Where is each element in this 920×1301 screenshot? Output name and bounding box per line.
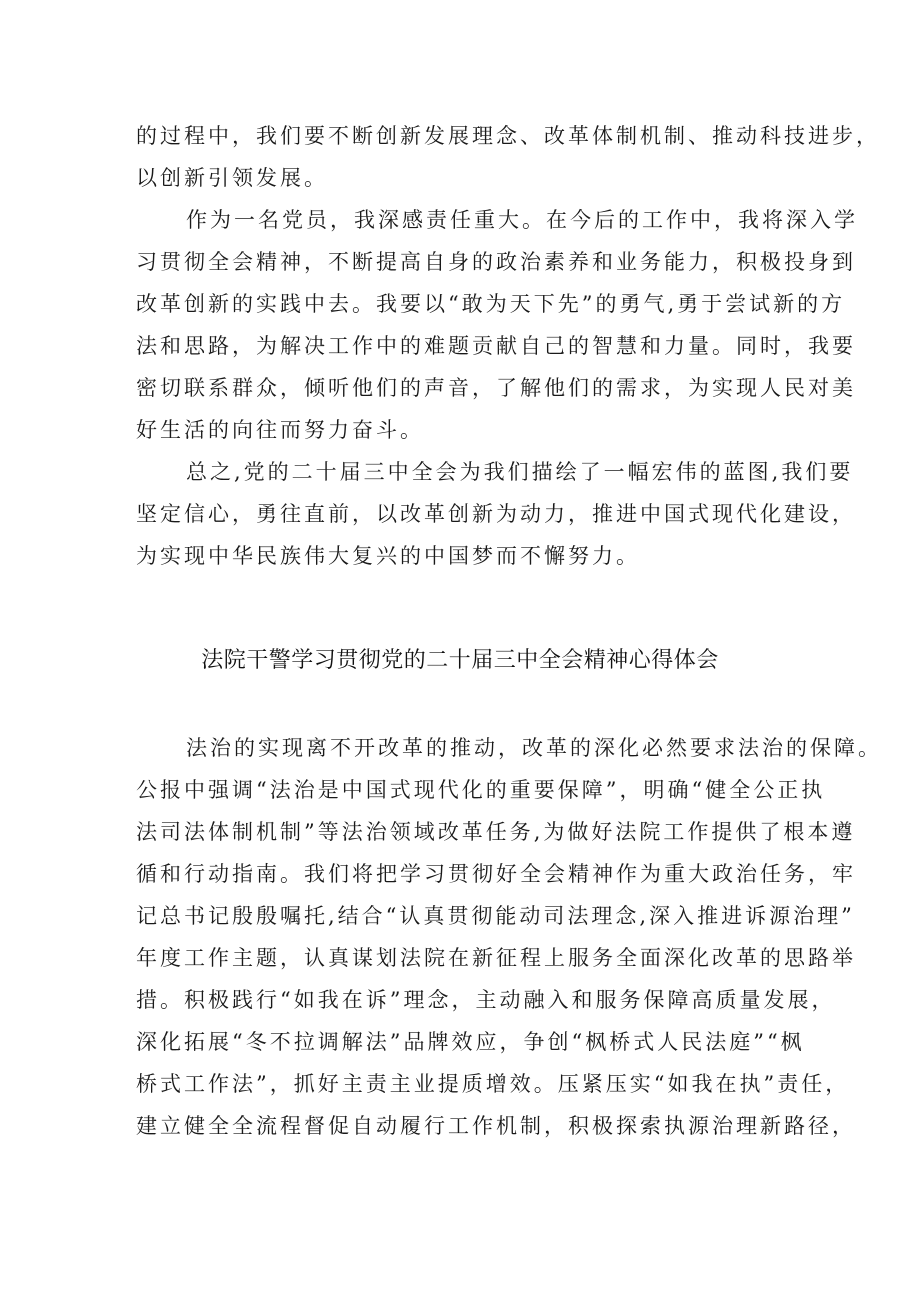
paragraph-line: 的过程中，我们要不断创新发展理念、改革体制机制、推动科技进步， <box>136 124 880 148</box>
paragraph-line: 循和行动指南。我们将把学习贯彻好全会精神作为重大政治任务，牢 <box>136 862 856 886</box>
paragraph-line: 坚定信心，勇往直前，以改革创新为动力，推进中国式现代化建设， <box>136 502 856 526</box>
paragraph-line: 公报中强调“法治是中国式现代化的重要保障”，明确“健全公正执 <box>136 778 826 802</box>
paragraph-line: 密切联系群众，倾听他们的声音，了解他们的需求，为实现人民对美 <box>136 376 856 400</box>
paragraph-line: 桥式工作法”，抓好主责主业提质增效。压紧压实“如我在执”责任， <box>136 1072 850 1096</box>
paragraph-line: 法和思路，为解决工作中的难题贡献自己的智慧和力量。同时，我要 <box>136 334 856 358</box>
paragraph-line: 深化拓展“冬不拉调解法”品牌效应，争创“枫桥式人民法庭”“枫 <box>136 1030 805 1054</box>
paragraph-line: 记总书记殷殷嘱托,结合“认真贯彻能动司法理念,深入推进诉源治理” <box>136 904 855 928</box>
paragraph-line: 总之,党的二十届三中全会为我们描绘了一幅宏伟的蓝图,我们要 <box>186 460 854 484</box>
paragraph-line: 措。积极践行“如我在诉”理念，主动融入和服务保障高质量发展， <box>136 988 836 1012</box>
article-title: 法院干警学习贯彻党的二十届三中全会精神心得体会 <box>201 648 719 673</box>
paragraph-line: 习贯彻全会精神，不断提高自身的政治素养和业务能力，积极投身到 <box>136 250 856 274</box>
paragraph-line: 以创新引领发展。 <box>136 166 328 190</box>
paragraph-line: 为实现中华民族伟大复兴的中国梦而不懈努力。 <box>136 544 640 568</box>
paragraph-line: 建立健全全流程督促自动履行工作机制，积极探索执源治理新路径， <box>136 1114 856 1138</box>
paragraph-line: 作为一名党员，我深感责任重大。在今后的工作中，我将深入学 <box>186 208 858 232</box>
paragraph-line: 法司法体制机制”等法治领域改革任务,为做好法院工作提供了根本遵 <box>136 820 856 844</box>
paragraph-line: 法治的实现离不开改革的推动，改革的深化必然要求法治的保障。 <box>186 736 882 760</box>
paragraph-line: 年度工作主题，认真谋划法院在新征程上服务全面深化改革的思路举 <box>136 946 856 970</box>
paragraph-line: 改革创新的实践中去。我要以“敢为天下先”的勇气,勇于尝试新的方 <box>136 292 846 316</box>
paragraph-line: 好生活的向往而努力奋斗。 <box>136 418 424 442</box>
